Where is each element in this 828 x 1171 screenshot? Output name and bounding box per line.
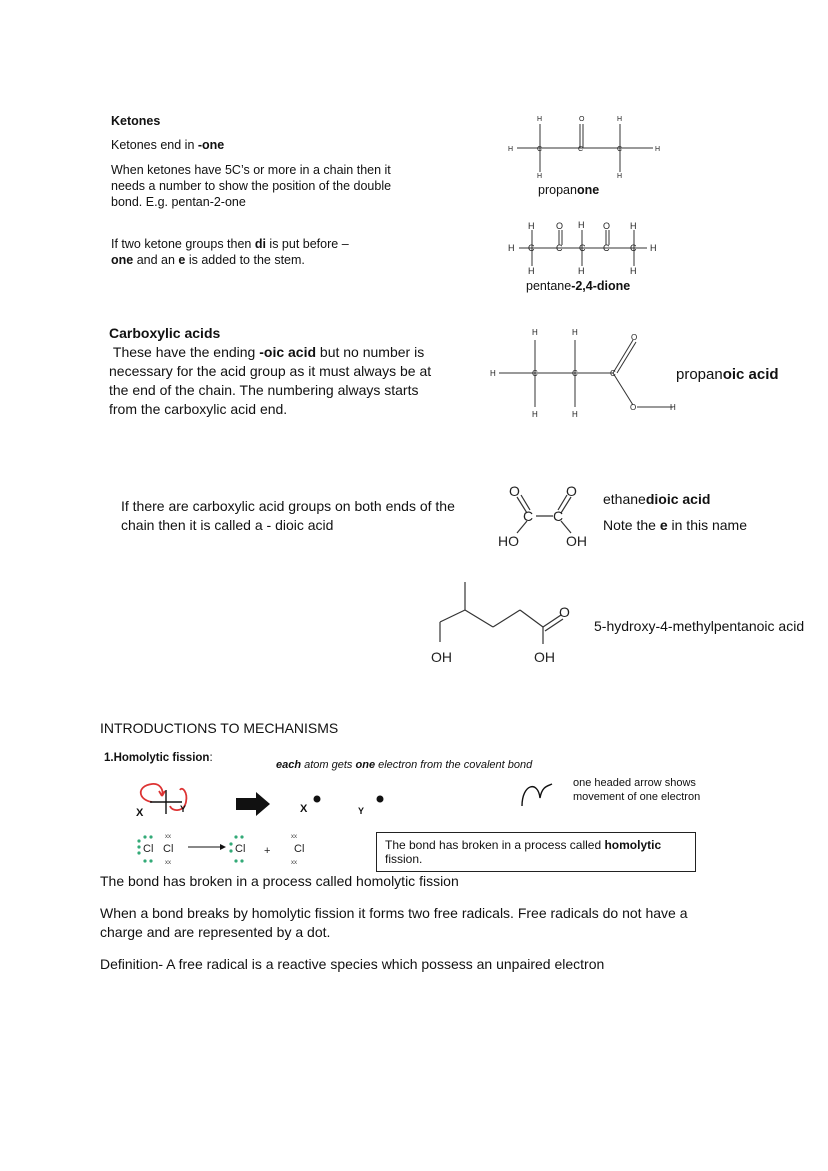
atom-o: O bbox=[603, 221, 611, 231]
pentanedione-suffix: -2,4-dione bbox=[571, 279, 631, 293]
electron-crosses: xx bbox=[291, 834, 297, 840]
box-text-c: fission. bbox=[385, 852, 423, 866]
atom-h: H bbox=[617, 173, 623, 180]
atom-o: O bbox=[556, 221, 564, 231]
dioic-paragraph: If there are carboxylic acid groups on both ends of the chain then it is called a - dioic acid bbox=[121, 498, 455, 533]
box-text-a: The bond has broken in a process called bbox=[385, 838, 605, 852]
mechanisms-heading: INTRODUCTIONS TO MECHANISMS bbox=[100, 720, 339, 736]
chlorine-atom: Cl bbox=[235, 843, 246, 855]
dione-text-e: and an bbox=[133, 253, 179, 267]
atom-o: O bbox=[566, 483, 577, 499]
hydroxyl-group: HO bbox=[498, 533, 519, 549]
ketones-ending-text: Ketones end in bbox=[111, 138, 198, 152]
atom-h: H bbox=[655, 146, 661, 153]
atom-y: Y bbox=[180, 804, 187, 814]
atom-c: C bbox=[578, 146, 584, 153]
hydroxy-methylpentanoic-structure bbox=[425, 572, 580, 672]
propanone-suffix: one bbox=[576, 183, 600, 197]
homolytic-subheading-text: 1.Homolytic fission bbox=[104, 752, 210, 764]
dione-text-d: one bbox=[111, 253, 134, 267]
propanoic-stem: propan bbox=[676, 366, 723, 383]
atom-c: C bbox=[532, 369, 538, 378]
electron-crosses: xx bbox=[291, 860, 297, 865]
atom-o: O bbox=[559, 604, 570, 620]
atom-h: H bbox=[528, 266, 535, 276]
chlorine-atom: Cl bbox=[163, 843, 174, 855]
electron-crosses: xx bbox=[165, 860, 171, 865]
chlorine-atom: Cl bbox=[143, 843, 154, 855]
atom-h: H bbox=[532, 410, 538, 419]
radical-dot bbox=[377, 796, 384, 803]
atom-h: H bbox=[578, 220, 585, 230]
hydroxy-methylpentanoic-label: 5-hydroxy-4-methylpentanoic acid bbox=[594, 618, 805, 634]
ketones-ending-suffix: -one bbox=[197, 138, 225, 152]
plus-sign: + bbox=[264, 845, 271, 857]
homolytic-box bbox=[376, 832, 696, 872]
each-b: atom gets bbox=[301, 759, 356, 771]
propanoic-acid-structure bbox=[485, 325, 685, 420]
atom-c: C bbox=[617, 146, 623, 153]
atom-c: C bbox=[528, 243, 535, 253]
atom-c: C bbox=[572, 369, 578, 378]
hydroxyl-group: OH bbox=[534, 649, 555, 665]
atom-c: C bbox=[556, 243, 563, 253]
atom-h: H bbox=[508, 243, 515, 253]
ethanedioic-label bbox=[603, 490, 710, 509]
atom-h: H bbox=[630, 221, 637, 231]
dione-text-g: is added to the stem. bbox=[185, 253, 305, 267]
ketones-heading: Ketones bbox=[111, 114, 161, 128]
homolytic-statement: The bond has broken in a process called homolytic fission bbox=[100, 873, 459, 889]
homolytic-fission-diagram bbox=[128, 780, 398, 820]
atom-y-radical: Y bbox=[358, 806, 365, 816]
atom-o: O bbox=[509, 483, 520, 499]
hydroxyl-group: OH bbox=[431, 649, 452, 665]
atom-o: O bbox=[631, 333, 638, 342]
homolytic-subheading-colon: : bbox=[209, 752, 213, 764]
atom-h: H bbox=[532, 328, 538, 337]
propanone-structure bbox=[505, 110, 665, 185]
free-radical-definition: Definition- A free radical is a reactive species which possess an unpaired electron bbox=[100, 956, 605, 972]
atom-c: C bbox=[523, 508, 534, 524]
atom-h: H bbox=[528, 221, 535, 231]
atom-c: C bbox=[603, 243, 610, 253]
note-text-b: e bbox=[659, 517, 668, 533]
note-text-c: in this name bbox=[667, 517, 747, 533]
propanoic-suffix: oic acid bbox=[722, 366, 779, 383]
atom-h: H bbox=[670, 403, 676, 412]
atom-h: H bbox=[490, 369, 496, 378]
atom-c: C bbox=[610, 369, 616, 378]
atom-x-radical: X bbox=[300, 803, 308, 815]
atom-c: C bbox=[579, 243, 586, 253]
reaction-arrow-icon bbox=[236, 792, 270, 816]
atom-o: O bbox=[630, 403, 637, 412]
atom-c: C bbox=[553, 508, 564, 524]
ethanedioic-acid-structure bbox=[495, 483, 600, 553]
atom-h: H bbox=[572, 328, 578, 337]
one-headed-arrow-note: one headed arrow shows movement of one electron bbox=[573, 777, 701, 803]
ethanedioic-suffix: dioic acid bbox=[645, 491, 711, 507]
atom-h: H bbox=[650, 243, 657, 253]
electron-crosses: xx bbox=[165, 834, 171, 840]
carboxylic-body-c: but no number is necessary for the acid group as it must always be at the end of the chain. The numbering always starts from the carboxylic acid end. bbox=[109, 344, 432, 417]
each-atom-note bbox=[276, 759, 532, 771]
propanoic-acid-label bbox=[676, 366, 779, 383]
atom-h: H bbox=[630, 266, 637, 276]
each-d: electron from the covalent bond bbox=[375, 759, 533, 771]
ketones-numbering-paragraph: When ketones have 5C’s or more in a chain then it needs a number to show the position of the double bond. E.g. pentan-2-one bbox=[111, 163, 392, 209]
dione-text-b: di bbox=[254, 237, 266, 251]
carboxylic-body-a: These have the ending bbox=[112, 344, 260, 360]
pentanedione-stem: pentane bbox=[526, 279, 572, 293]
atom-h: H bbox=[572, 410, 578, 419]
dione-text-c: is put before – bbox=[265, 237, 349, 251]
atom-c: C bbox=[537, 146, 543, 153]
atom-h: H bbox=[508, 146, 514, 153]
chlorine-atom: Cl bbox=[294, 843, 305, 855]
dione-text-f: e bbox=[178, 253, 186, 267]
ketones-ending-line bbox=[111, 137, 224, 153]
ethanedioic-stem: ethane bbox=[603, 491, 646, 507]
pentanedione-structure bbox=[505, 218, 665, 278]
free-radical-paragraph: When a bond breaks by homolytic fission it forms two free radicals. Free radicals do not have a charge and are represented by a dot. bbox=[100, 905, 688, 940]
radical-dot bbox=[314, 796, 321, 803]
carboxylic-body-b: -oic acid bbox=[259, 344, 317, 360]
atom-h: H bbox=[578, 266, 585, 276]
propanone-label bbox=[538, 182, 599, 198]
ketones-dione-paragraph bbox=[111, 236, 381, 268]
carboxylic-paragraph bbox=[109, 343, 434, 419]
atom-h: H bbox=[617, 116, 623, 123]
propanone-stem: propan bbox=[538, 183, 577, 197]
box-text-b: homolytic bbox=[604, 838, 662, 852]
atom-c: C bbox=[630, 243, 637, 253]
each-c: one bbox=[355, 759, 376, 771]
carboxylic-heading: Carboxylic acids bbox=[109, 325, 221, 341]
homolytic-subheading bbox=[104, 752, 213, 764]
pentanedione-label bbox=[526, 278, 630, 294]
atom-x: X bbox=[136, 807, 144, 819]
atom-h: H bbox=[537, 173, 543, 180]
atom-o: O bbox=[579, 116, 585, 123]
note-text-a: Note the bbox=[603, 517, 660, 533]
dione-text-a: If two ketone groups then bbox=[111, 237, 255, 251]
atom-h: H bbox=[537, 116, 543, 123]
fishhook-arrow-icon bbox=[518, 780, 558, 810]
hydroxyl-group: OH bbox=[566, 533, 587, 549]
each-a: each bbox=[276, 759, 302, 771]
ethanedioic-note bbox=[603, 516, 747, 535]
chlorine-dot-cross-diagram bbox=[132, 830, 322, 865]
